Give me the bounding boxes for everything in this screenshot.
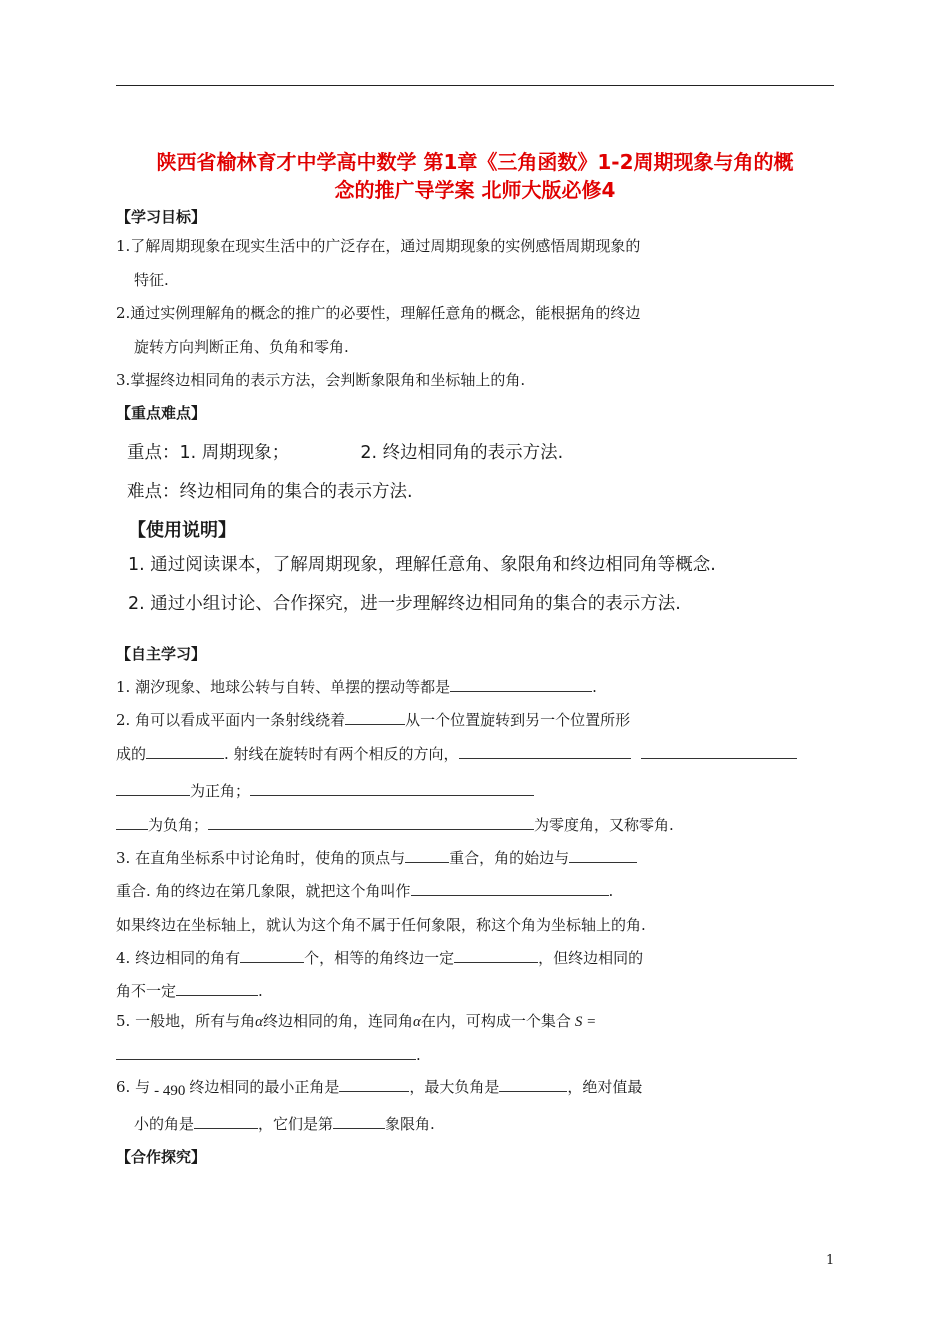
question-4-text-a: 4. 终边相同的角有 <box>116 949 241 967</box>
answer-blank[interactable] <box>339 1077 409 1092</box>
answer-blank[interactable] <box>146 744 224 759</box>
question-2-text-d: . 射线在旋转时有两个相反的方向， <box>224 745 459 763</box>
objective-1-line-2: 特征. <box>134 271 169 289</box>
question-6-text-a: 6. 与 <box>116 1078 151 1096</box>
question-2-text-c: 成的 <box>116 745 147 763</box>
answer-blank[interactable] <box>345 710 405 725</box>
question-4-text-c: ，但终边相同的 <box>538 949 644 967</box>
question-6-line-1 <box>116 1077 642 1098</box>
question-3-line-1 <box>116 848 637 868</box>
question-6-line-2 <box>134 1114 435 1134</box>
answer-blank[interactable] <box>499 1077 567 1092</box>
question-2-line-1 <box>116 710 630 730</box>
objective-3: 3.掌握终边相同角的表示方法，会判断象限角和坐标轴上的角. <box>116 371 526 389</box>
question-4-text-b: 个，相等的角终边一定 <box>304 949 455 967</box>
question-3-text-a: 3. 在直角坐标系中讨论角时，使角的顶点与 <box>116 849 406 867</box>
question-4-text-e: . <box>258 982 263 1000</box>
section-heading-keypoints: 【重点难点】 <box>116 404 207 422</box>
question-1-end: . <box>592 678 597 696</box>
answer-blank[interactable] <box>454 948 538 963</box>
question-2-text-a: 2. 角可以看成平面内一条射线绕着 <box>116 711 346 729</box>
answer-blank[interactable] <box>405 848 449 863</box>
question-5-end: . <box>416 1046 421 1064</box>
section-heading-cooperation: 【合作探究】 <box>116 1148 207 1166</box>
question-6-text-e: 小的角是 <box>134 1115 195 1133</box>
question-2-text-b: 从一个位置旋转到另一个位置所形 <box>405 711 631 729</box>
answer-blank[interactable] <box>641 744 797 759</box>
angle-value: - 490 <box>154 1083 186 1099</box>
answer-blank[interactable] <box>450 677 592 692</box>
header-rule <box>116 85 834 86</box>
answer-blank[interactable] <box>208 815 534 830</box>
question-6-text-d: ，绝对值最 <box>567 1078 643 1096</box>
question-3-line-2 <box>116 881 613 901</box>
question-2-text-f: 为负角； <box>148 816 209 834</box>
question-1-text: 1. 潮汐现象、地球公转与自转、单摆的摆动等都是 <box>116 678 451 696</box>
keypoint-1 <box>127 441 563 465</box>
answer-blank[interactable] <box>250 781 534 796</box>
question-3-line-3: 如果终边在坐标轴上，就认为这个角不属于任何象限，称这个角为坐标轴上的角. <box>116 916 646 934</box>
question-1 <box>116 677 597 697</box>
answer-blank[interactable] <box>333 1114 385 1129</box>
question-5-line-2 <box>116 1045 421 1065</box>
question-2-text-e: 为正角； <box>190 782 251 800</box>
question-4-line-1 <box>116 948 643 968</box>
question-6-text-f: ，它们是第 <box>258 1115 334 1133</box>
usage-2: 2. 通过小组讨论、合作探究，进一步理解终边相同角的集合的表示方法. <box>128 594 681 614</box>
answer-blank[interactable] <box>116 781 190 796</box>
question-5-text-c: 在内，可构成一个集合 <box>420 1012 571 1030</box>
question-6-text-b: 终边相同的最小正角是 <box>189 1078 340 1096</box>
question-5-text-a: 5. 一般地，所有与角 <box>116 1012 256 1030</box>
document-title-line-2: 念的推广导学案 北师大版必修4 <box>334 178 616 202</box>
question-2-line-3 <box>116 781 534 801</box>
question-3-text-c: 重合. 角的终边在第几象限，就把这个角叫作 <box>116 882 411 900</box>
question-4-text-d: 角不一定 <box>116 982 177 1000</box>
objective-1-line-1: 1.了解周期现象在现实生活中的广泛存在，通过周期现象的实例感悟周期现象的 <box>116 237 641 255</box>
question-2-line-4 <box>116 815 674 835</box>
section-heading-objectives: 【学习目标】 <box>116 208 207 226</box>
question-3-text-d: . <box>608 882 614 900</box>
question-2-text-g: 为零度角，又称零角. <box>534 816 674 834</box>
answer-blank[interactable] <box>116 815 148 830</box>
question-6-text-c: ，最大负角是 <box>409 1078 500 1096</box>
keypoint-1-part-b: 2. 终边相同角的表示方法. <box>360 443 564 463</box>
answer-blank[interactable] <box>569 848 637 863</box>
page-number: 1 <box>826 1253 835 1268</box>
question-6-text-g: 象限角. <box>385 1115 435 1133</box>
question-4-line-2 <box>116 981 263 1001</box>
question-2-line-2 <box>116 744 834 764</box>
document-title-line-1: 陕西省榆林育才中学高中数学 第1章《三角函数》1-2周期现象与角的概 <box>156 150 794 174</box>
alpha-symbol: α <box>412 1014 421 1030</box>
answer-blank[interactable] <box>194 1114 258 1129</box>
objective-2-line-1: 2.通过实例理解角的概念的推广的必要性，理解任意角的概念，能根据角的终边 <box>116 304 641 322</box>
answer-blank[interactable] <box>459 744 631 759</box>
section-heading-self-study: 【自主学习】 <box>116 645 207 663</box>
question-5-line-1 <box>116 1011 596 1032</box>
answer-blank[interactable] <box>240 948 304 963</box>
answer-blank[interactable] <box>116 1045 416 1060</box>
section-heading-usage: 【使用说明】 <box>128 520 236 541</box>
question-3-text-b: 重合，角的始边与 <box>449 849 570 867</box>
set-s-symbol: S = <box>574 1014 597 1030</box>
keypoint-1-part-a: 重点：1. 周期现象； <box>127 443 290 463</box>
answer-blank[interactable] <box>176 981 258 996</box>
difficulty: 难点：终边相同角的集合的表示方法. <box>127 482 413 502</box>
question-5-text-b: 终边相同的角，连同角 <box>262 1012 413 1030</box>
answer-blank[interactable] <box>411 881 609 896</box>
alpha-symbol: α <box>255 1014 263 1030</box>
objective-2-line-2: 旋转方向判断正角、负角和零角. <box>134 338 349 356</box>
usage-1: 1. 通过阅读课本，了解周期现象，理解任意角、象限角和终边相同角等概念. <box>128 555 716 575</box>
